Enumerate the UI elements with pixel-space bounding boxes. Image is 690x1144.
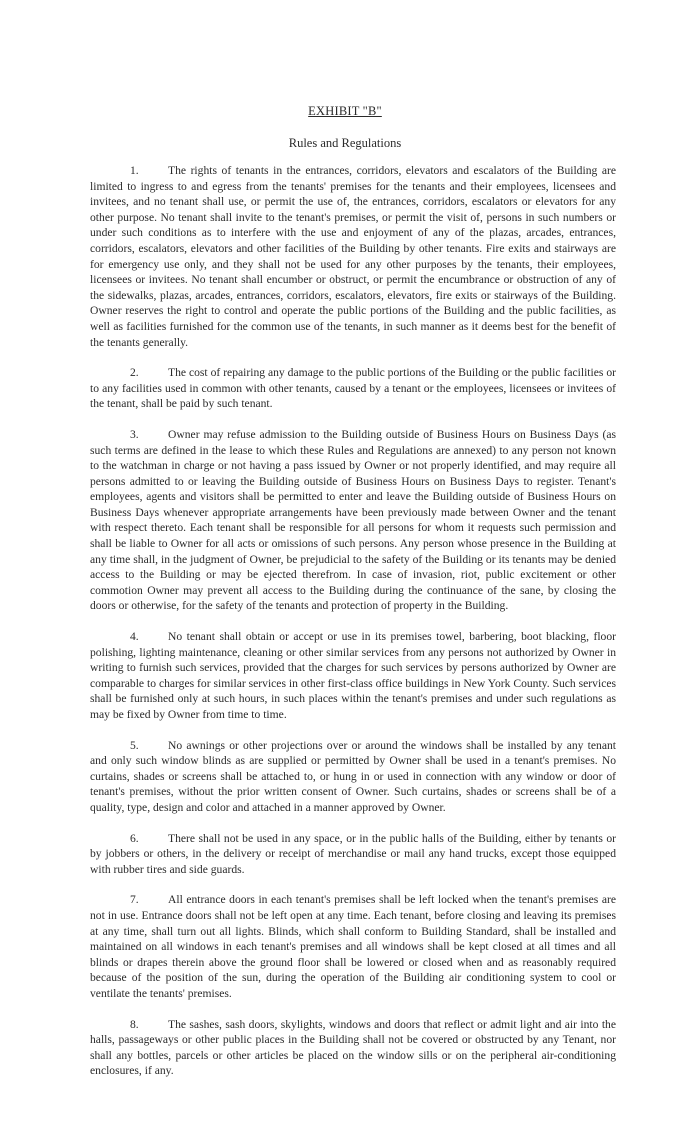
rule-text: The sashes, sash doors, skylights, windows and doors that reflect or admit light and air into the halls, passageways or other public places in the Building shall not be covered or obstructed by any Tenant, nor shall any bottles, parcels or other articles be placed on the window sills or on the peripheral air-conditioning enclosures, if any. [90, 1017, 616, 1078]
rule-paragraph-2 [90, 365, 616, 412]
rule-number: 8. [130, 1017, 139, 1031]
rule-paragraph-8 [90, 1017, 616, 1079]
exhibit-title: EXHIBIT "B" [308, 104, 382, 118]
rule-number: 1. [130, 164, 139, 177]
rule-number: 6. [130, 831, 139, 845]
rule-paragraph-6 [90, 831, 616, 878]
rule-text: No awnings or other projections over or around the windows shall be installed by any tenant and only such window blinds as are supplied or permitted by Owner shall be used in a tenant's premises. No curtains, shades or screens shall be attached to, or hung in or used in connection with any window or door of tenant's premises, without the prior written consent of Owner. Such curtains, shades or screens shall be of a quality, type, design and color and attached in a manner approved by Owner. [90, 738, 616, 814]
rule-number: 4. [130, 630, 139, 644]
rule-number: 5. [130, 738, 139, 752]
rule-text: The cost of repairing any damage to the public portions of the Building or the public facilities or to any facilities used in common with other tenants, caused by a tenant or the employees, licensees or invitees of the tenant, shall be paid by such tenant. [90, 366, 616, 411]
rule-number: 2. [130, 366, 139, 380]
document-subtitle: Rules and Regulations [288, 136, 402, 150]
rules-body [90, 163, 616, 1094]
rule-text: Owner may refuse admission to the Building outside of Business Hours on Business Days (as such terms are defined in the lease to which these Rules and Regulations are annexed) to any person not known to the watchman in charge or not having a pass issued by Owner or not properly identified, and may require all persons admitted to or leaving the Building outside of Business Hours on Business Days to register. Tenant's employees, agents and visitors shall be permitted to enter and leave the Building outside of Business Hours on Business Days whenever appropriate arrangements have been previously made between Owner and the tenant with respect thereto. Each tenant shall be responsible for all persons for whom it requests such permission and shall be liable to Owner for all acts or omissions of such persons. Any person whose presence in the Building at any time shall, in the judgment of Owner, be prejudicial to the safety of the Building or its tenants may be denied access to the Building or may be ejected therefrom. In case of invasion, riot, public excitement or other commotion Owner may prevent all access to the Building during the continuance of the sane, by closing the doors or otherwise, for the safety of the tenants and protection of property in the Building. [90, 427, 616, 613]
rule-paragraph-7 [90, 892, 616, 1001]
rule-text: There shall not be used in any space, or in the public halls of the Building, either by tenants or by jobbers or others, in the delivery or receipt of merchandise or mail any hand trucks, except those equipped with rubber tires and side guards. [90, 831, 616, 876]
rule-number: 7. [130, 893, 139, 907]
rule-paragraph-3 [90, 427, 616, 614]
rule-number: 3. [130, 427, 139, 441]
rule-paragraph-5 [90, 738, 616, 816]
rule-paragraph-4 [90, 629, 616, 723]
rule-paragraph-1 [90, 163, 616, 350]
rule-text: The rights of tenants in the entrances, corridors, elevators and escalators of the Building are limited to ingress to and egress from the tenants' premises for the tenants and their employees, licensees and invitees, and no tenant shall use, or permit the use of, the entrances, corridors, escalators or elevators for any other purpose. No tenant shall invite to the tenant's premises, or permit the visit of, persons in such numbers or under such conditions as to interfere with the use and enjoyment of any of the plazas, arcades, entrances, corridors, escalators, elevators and other facilities of the Building by other tenants. Fire exits and stairways are for emergency use only, and they shall not be used for any other purposes by the tenants, their employees, licensees or invitees. No tenant shall encumber or obstruct, or permit the encumbrance or obstruction of any of the sidewalks, plazas, arcades, entrances, corridors, escalators, elevators, fire exits or stairways of the Building. Owner reserves the right to control and operate the public portions of the Building and the public facilities, as well as facilities furnished for the common use of the tenants, in such manner as it deems best for the benefit of the tenants generally. [90, 164, 616, 349]
rule-text: No tenant shall obtain or accept or use in its premises towel, barbering, boot blacking, floor polishing, lighting maintenance, cleaning or other similar services from any persons not authorized by Owner in writing to furnish such services, provided that the charges for such services by persons authorized by Owner are comparable to charges for similar services in other first-class office buildings in New York County. Such services shall be furnished only at such hours, in such places within the tenant's premises and under such regulations as may be fixed by Owner from time to time. [90, 630, 616, 721]
rule-text: All entrance doors in each tenant's premises shall be left locked when the tenant's premises are not in use. Entrance doors shall not be left open at any time. Each tenant, before closing and leaving its premises at any time, shall turn out all lights. Blinds, which shall conform to Building Standard, shall be installed and maintained on all windows in each tenant's premises and all windows shall be kept closed at all times and all blinds or drapes therein above the ground floor shall be lowered or closed when and as reasonably required because of the position of the sun, during the operation of the Building air conditioning system to cool or ventilate the tenants' premises. [90, 893, 616, 1000]
